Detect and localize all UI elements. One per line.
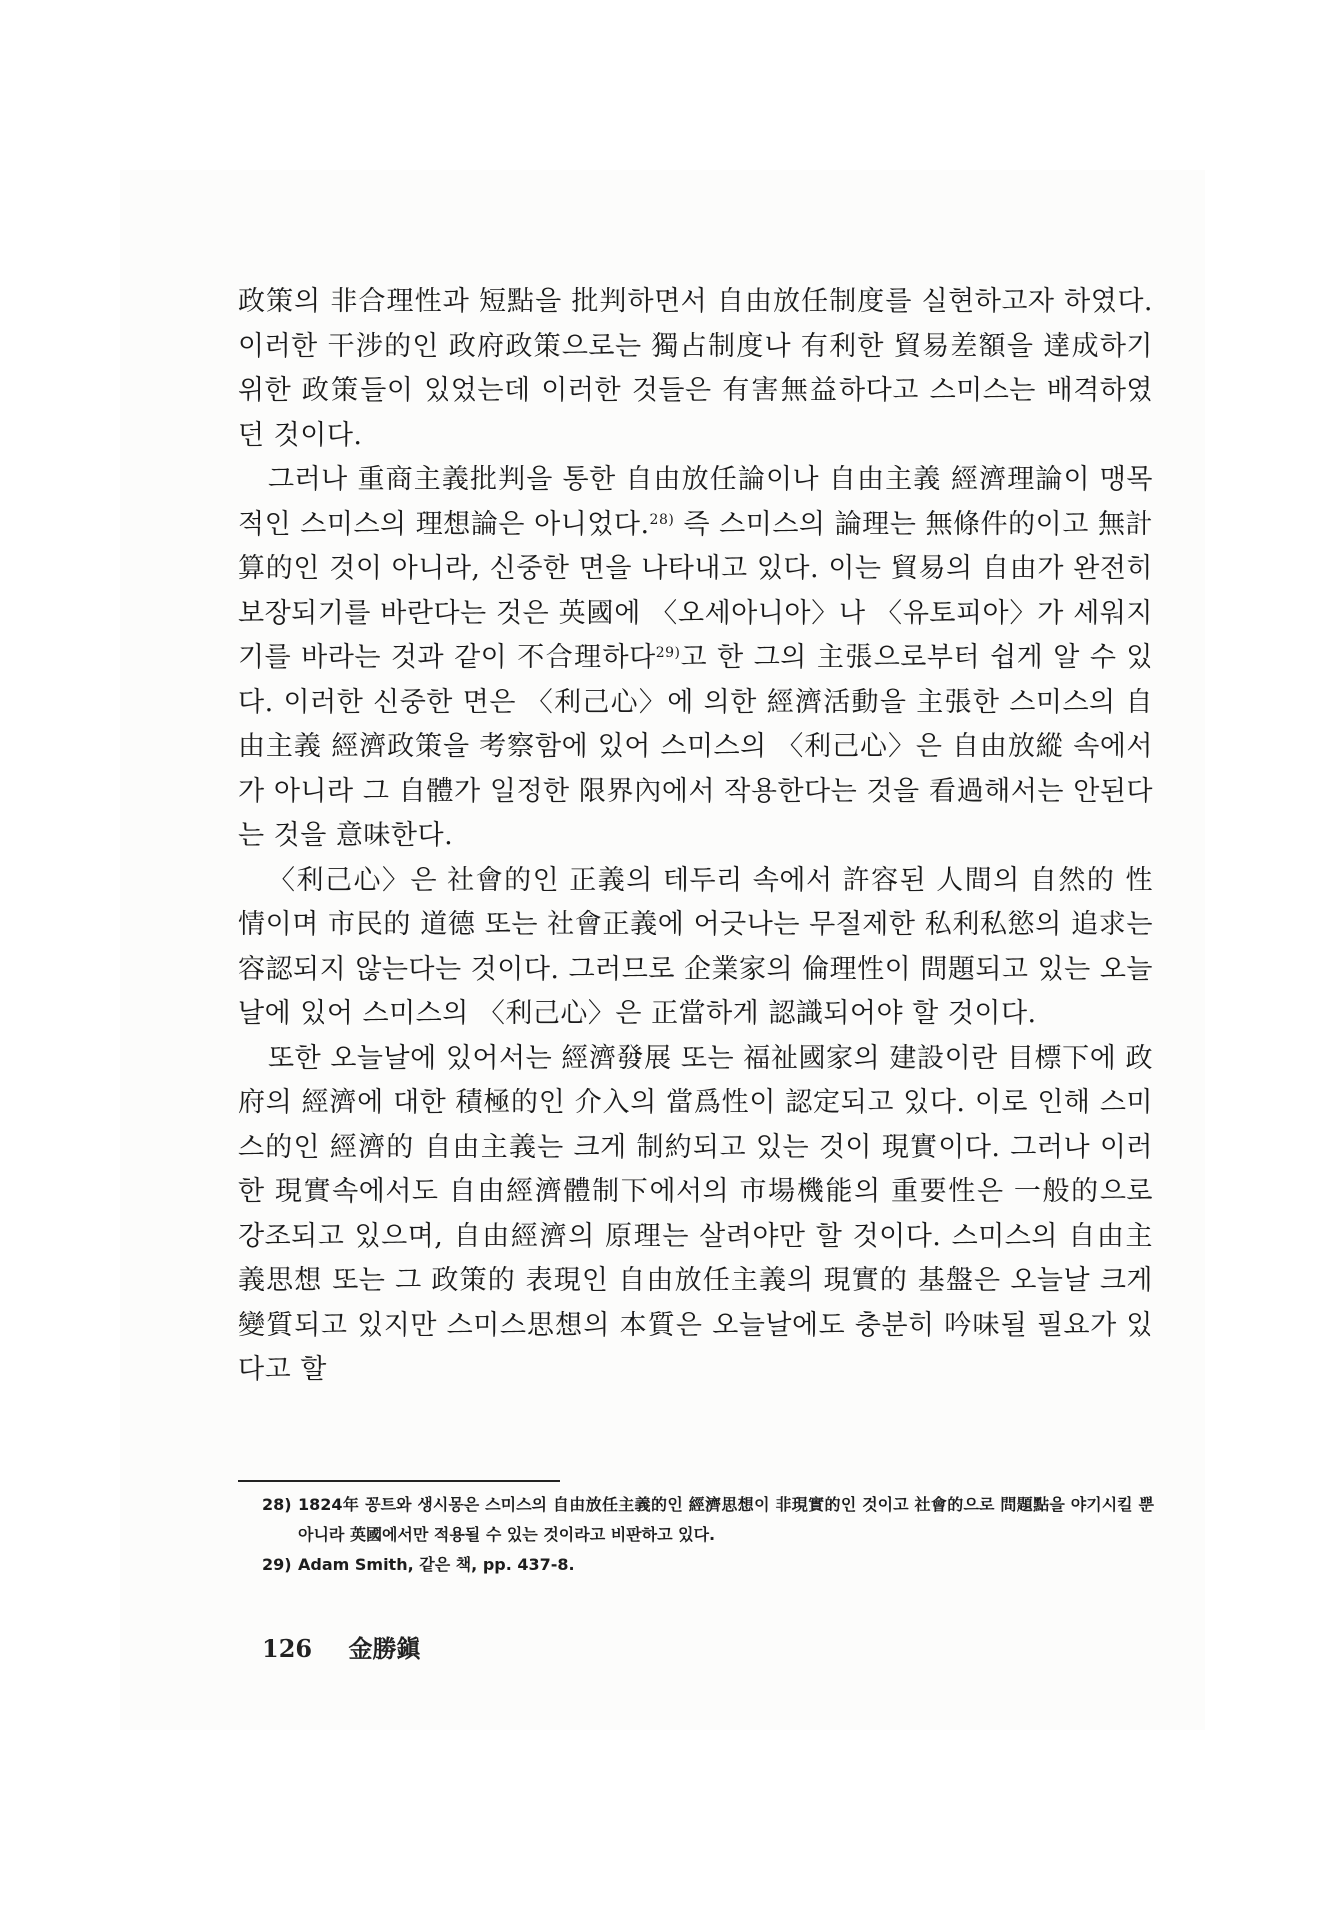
- paragraph-4: 또한 오늘날에 있어서는 經濟發展 또는 福祉國家의 建設이란 目標下에 政府의 經濟에 대한 積極的인 介入의 當爲性이 認定되고 있다. 이로 인해 스미스的인 經濟的 自由主義는 크게 制約되고 있는 것이 現實이다. 그러나 이러한 現實속에서도 自由經濟體制下에서의 市場機能의 重要性은 一般的으로 강조되고 있으며, 自由經濟의 原理는 살려야만 할 것이다. 스미스의 自由主義思想 또는 그 政策的 表現인 自由放任主義의 現實的 基盤은 오늘날 크게 變質되고 있지만 스미스思想의 本質은 오늘날에도 충분히 吟味될 필요가 있다고 할: [238, 1042, 1153, 1385]
- footnote-28: [262, 1490, 1154, 1550]
- footnotes: [262, 1490, 1154, 1580]
- paragraph-2: [238, 458, 1153, 859]
- paragraph-2-part-3: 고 한 그의 主張으로부터 쉽게 알 수 있다. 이러한 신중한 면은 〈利己心〉에 의한 經濟活動을 主張한 스미스의 自由主義 經濟政策을 考察함에 있어 스미스의 〈利己心〉은 自由放縱 속에서가 아니라 그 自體가 일정한 限界內에서 작용한다는 것을 看過해서는 안된다는 것을 意味한다.: [238, 642, 1153, 851]
- footnote-ref-28[interactable]: 28): [649, 511, 675, 528]
- footnote-number: 28): [262, 1495, 292, 1514]
- paragraph-2-part-2: 즉 스미스의 論理는 無條件的이고 無計算的인 것이 아니라, 신중한 면을 나타내고 있다. 이는 貿易의 自由가 완전히 보장되기를 바란다는 것은 英國에 〈오세아니아〉나 〈유토피아〉가 세워지기를 바라는 것과 같이 不合理하다: [238, 508, 1154, 673]
- footnote-text: Adam Smith, 같은 책, pp. 437-8.: [298, 1555, 575, 1574]
- footnote-ref-29[interactable]: 29): [655, 645, 681, 661]
- page-footer: [262, 1629, 420, 1664]
- running-author: 金勝鎭: [348, 1634, 421, 1663]
- footnote-separator: [238, 1480, 560, 1482]
- footnote-number: 29): [262, 1555, 292, 1574]
- body-text: [238, 280, 1153, 1393]
- paragraph-3: 〈利己心〉은 社會的인 正義의 테두리 속에서 許容된 人間의 自然的 性情이며 市民的 道德 또는 社會正義에 어긋나는 무절제한 私利私慾의 追求는 容認되지 않는다는 것이다. 그러므로 企業家의 倫理性이 問題되고 있는 오늘날에 있어 스미스의 〈利己心〉은 正當하게 認識되어야 할 것이다.: [238, 864, 1153, 1029]
- paragraph-1: 政策의 非合理性과 短點을 批判하면서 自由放任制度를 실현하고자 하였다. 이러한 干涉的인 政府政策으로는 獨占制度나 有利한 貿易差額을 達成하기 위한 政策들이 있었는데 이러한 것들은 有害無益하다고 스미스는 배격하였던 것이다.: [238, 286, 1153, 451]
- paragraph-2-part-1: 그러나 重商主義批判을 통한 自由放任論이나 自由主義 經濟理論이 맹목적인 스미스의 理想論은 아니었다.: [238, 464, 1153, 540]
- footnote-29: [262, 1550, 1154, 1580]
- page-number: 126: [262, 1634, 313, 1663]
- footnote-text: 1824年 꽁트와 생시몽은 스미스의 自由放任主義的인 經濟思想이 非現實的인 것이고 社會的으로 問題點을 야기시킬 뿐 아니라 英國에서만 적용될 수 있는 것이라고 비판하고 있다.: [298, 1495, 1154, 1544]
